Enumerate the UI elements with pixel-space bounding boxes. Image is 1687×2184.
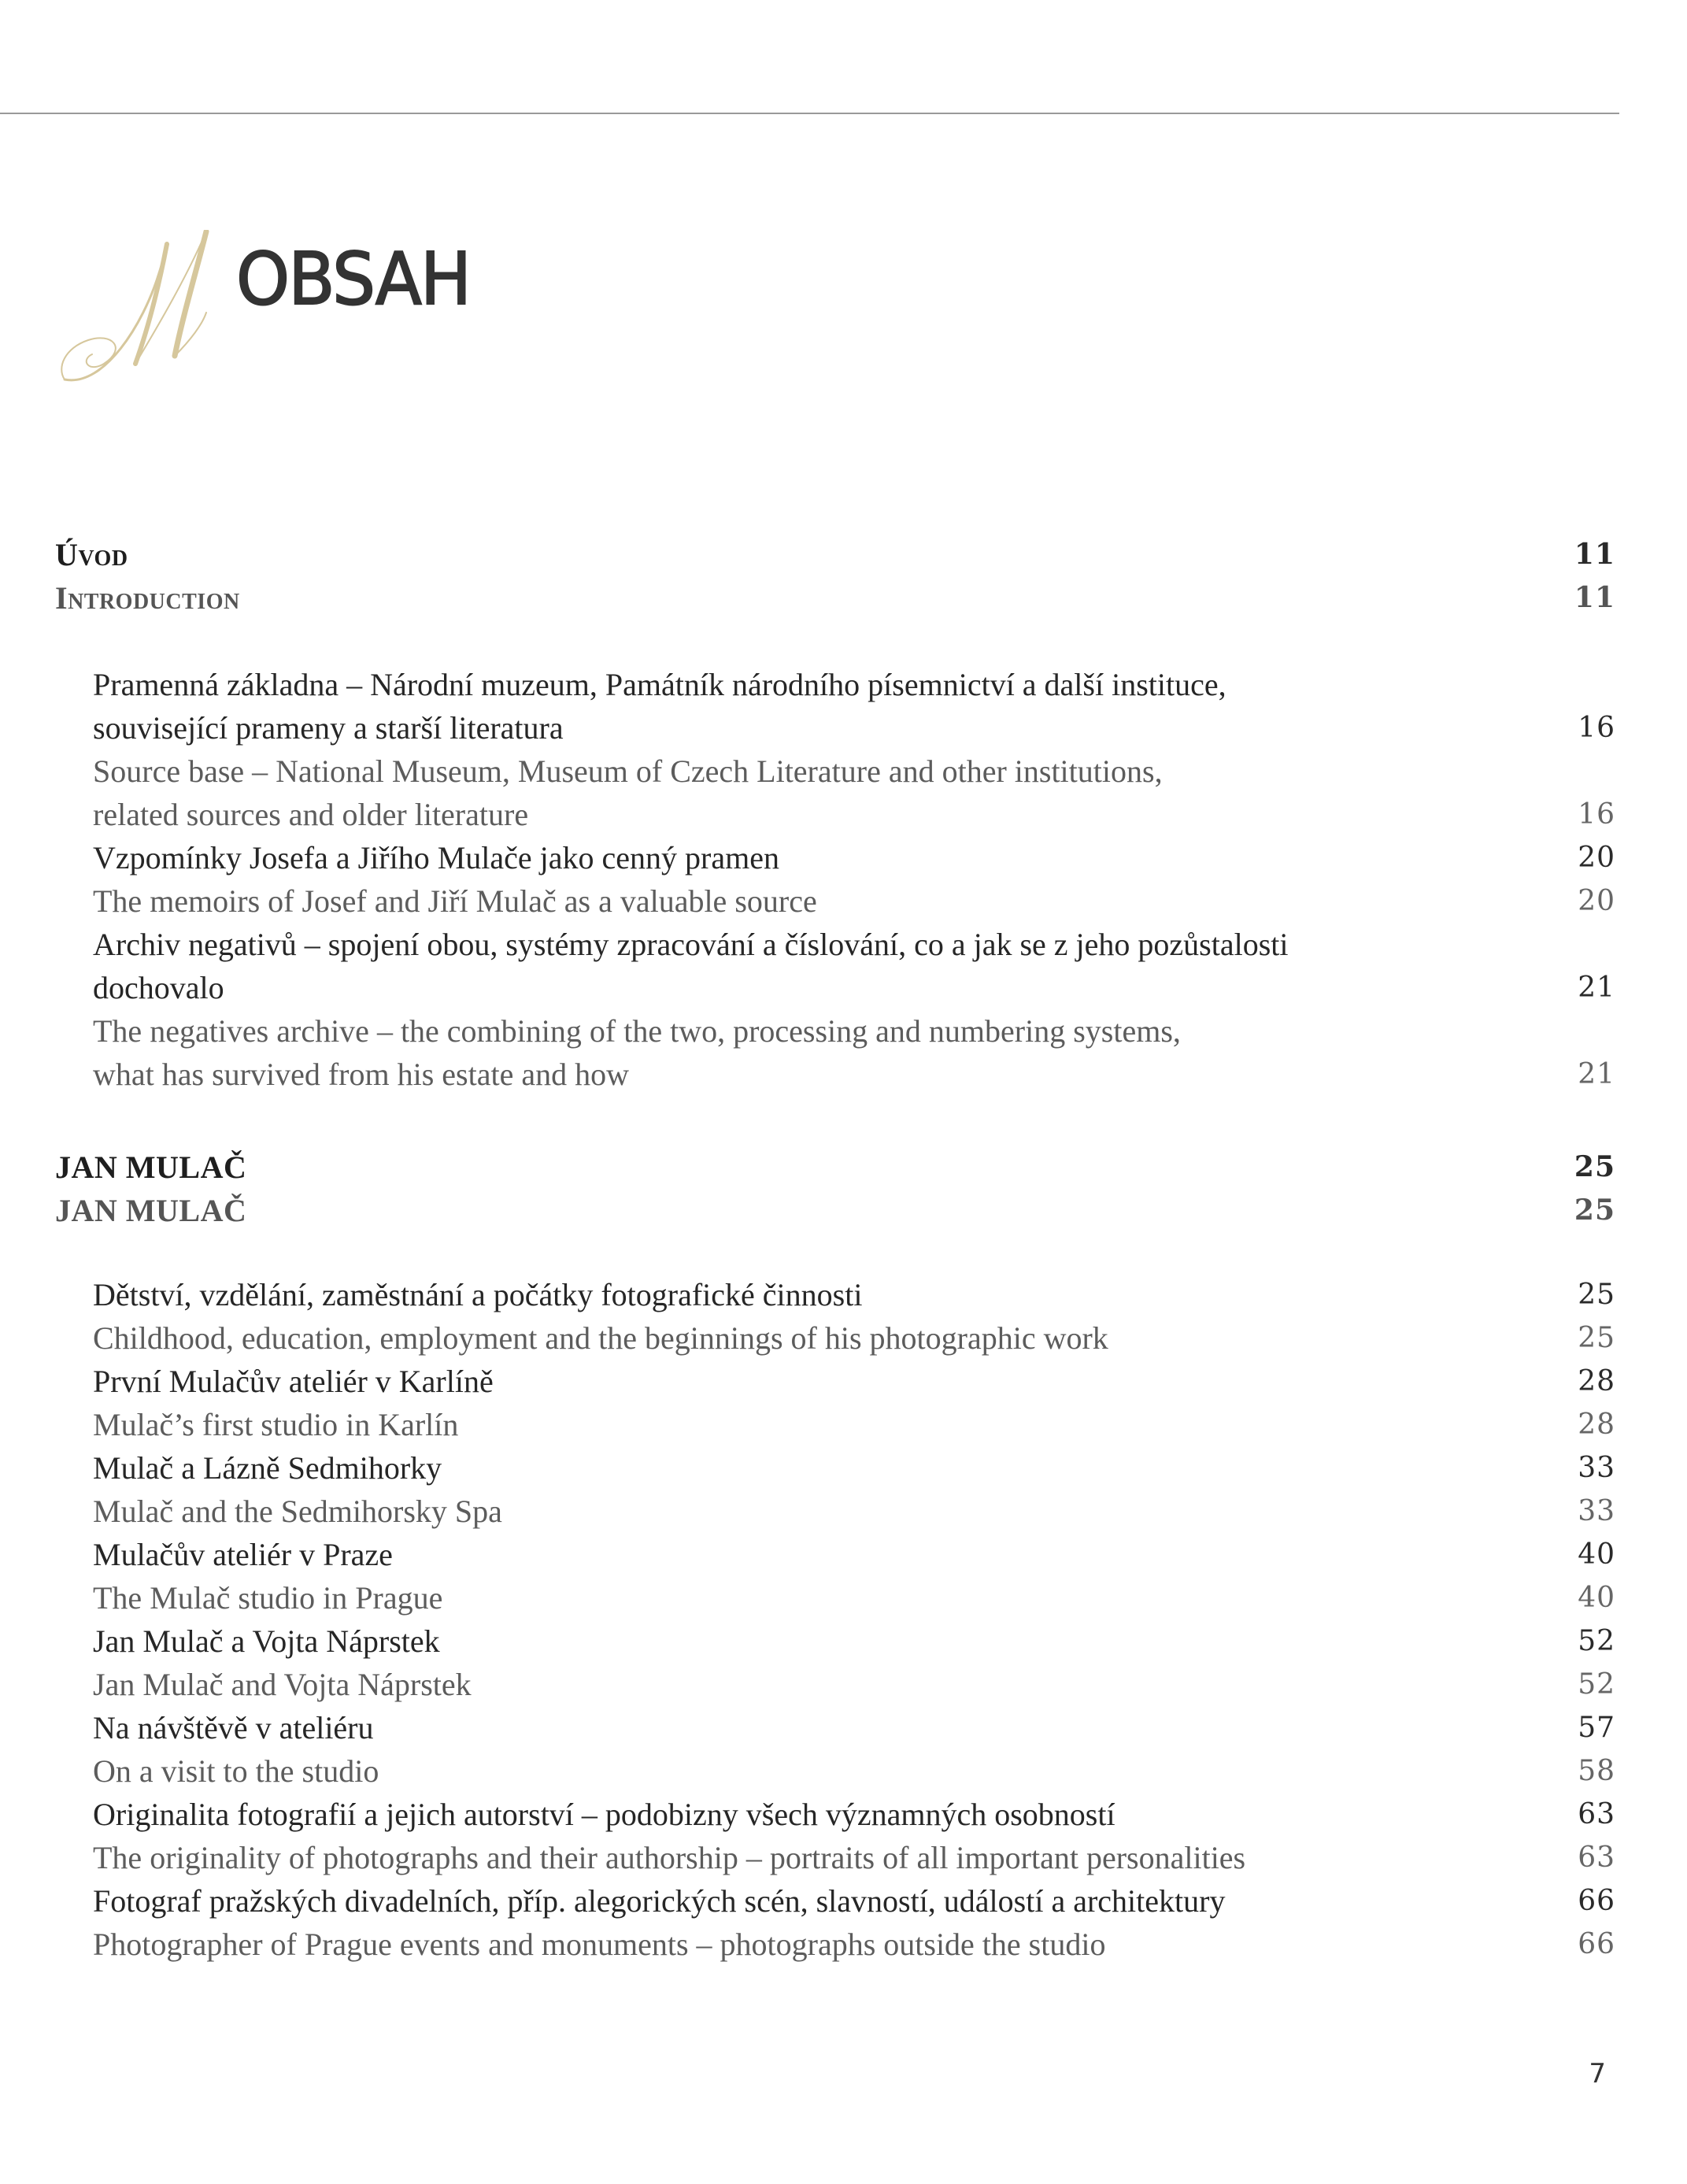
toc-page-number: 25	[1574, 1150, 1615, 1183]
toc-entry-line	[0, 793, 1687, 836]
toc-heading-label: JAN MULAČ	[55, 1149, 247, 1185]
toc-page-number: 28	[1578, 1408, 1615, 1441]
toc-entry[interactable]	[0, 1446, 1687, 1490]
toc-entry-title: related sources and older literature	[93, 797, 529, 832]
toc-entry[interactable]	[0, 1576, 1687, 1619]
toc-entry[interactable]	[0, 1403, 1687, 1446]
toc-page-number: 21	[1578, 972, 1615, 1004]
toc-entry-title: Mulač and the Sedmihorsky Spa	[93, 1494, 502, 1529]
toc-heading-label: Introduction	[55, 580, 240, 616]
monogram-m-logo	[57, 230, 222, 391]
toc-entry-title: The negatives archive – the combining of the two, processing and numbering systems,	[93, 1013, 1181, 1049]
toc-entry-line	[0, 663, 1687, 706]
toc-entry[interactable]	[0, 1490, 1687, 1533]
toc-entry-title: dochovalo	[93, 970, 224, 1005]
toc-page-number: 16	[1578, 798, 1615, 831]
toc-entry-line	[0, 1663, 1687, 1706]
toc-entry[interactable]	[0, 1360, 1687, 1403]
toc-entry-title: On a visit to the studio	[93, 1753, 379, 1789]
toc-entry-line	[0, 1879, 1687, 1923]
toc-entry-line	[0, 1576, 1687, 1619]
toc-entry-line	[0, 750, 1687, 793]
toc-entry[interactable]	[0, 1706, 1687, 1749]
toc-entry-line	[0, 1619, 1687, 1663]
toc-entry-line	[0, 1836, 1687, 1879]
toc-heading-en[interactable]	[0, 1189, 1687, 1232]
toc-section-intro	[0, 533, 1687, 620]
toc-entry-title: Jan Mulač and Vojta Náprstek	[93, 1667, 472, 1702]
toc-page-number: 58	[1578, 1755, 1615, 1787]
toc-entry-title: Vzpomínky Josefa a Jiřího Mulače jako cenný pramen	[93, 840, 779, 875]
toc-entry[interactable]	[0, 1793, 1687, 1836]
toc-page-number: 63	[1578, 1798, 1615, 1830]
toc-entry-line	[0, 966, 1687, 1009]
toc-entry-line	[0, 923, 1687, 966]
toc-entry[interactable]	[0, 1923, 1687, 1966]
toc-entry-title: Fotograf pražských divadelních, příp. alegorických scén, slavností, událostí a architektury	[93, 1883, 1226, 1919]
toc-page-number: 16	[1578, 712, 1615, 744]
toc-entry[interactable]	[0, 1663, 1687, 1706]
toc-page-number: 40	[1578, 1582, 1615, 1614]
toc-entries-jan-mulac	[0, 1273, 1687, 1966]
toc-entry-title: Source base – National Museum, Museum of Czech Literature and other institutions,	[93, 753, 1163, 789]
toc-entry[interactable]	[0, 1879, 1687, 1923]
toc-heading-label: Úvod	[55, 537, 128, 572]
toc-page-number: 33	[1578, 1452, 1615, 1484]
toc-page-number: 40	[1578, 1538, 1615, 1571]
toc-entry-title: Originalita fotografií a jejich autorství – podobizny všech významných osobností	[93, 1797, 1115, 1832]
toc-page-number: 21	[1578, 1058, 1615, 1090]
toc-entry[interactable]	[0, 1836, 1687, 1879]
toc-entry-line	[0, 1490, 1687, 1533]
page-title: OBSAH	[236, 237, 471, 321]
toc-entry-title: Photographer of Prague events and monuments – photographs outside the studio	[93, 1927, 1106, 1962]
toc-entry-title: Dětství, vzdělání, zaměstnání a počátky fotografické činnosti	[93, 1277, 863, 1312]
toc-entry-line	[0, 1533, 1687, 1576]
toc-entry[interactable]	[0, 663, 1687, 750]
toc-entry[interactable]	[0, 1619, 1687, 1663]
toc-entry-title: Pramenná základna – Národní muzeum, Památník národního písemnictví a další instituce,	[93, 667, 1226, 702]
toc-page-number: 52	[1578, 1625, 1615, 1657]
toc-entry-line	[0, 1273, 1687, 1316]
toc-page-number: 57	[1578, 1712, 1615, 1744]
toc-entry-title: související prameny a starší literatura	[93, 710, 564, 746]
toc-entry-line	[0, 1053, 1687, 1096]
toc-entry-line	[0, 1403, 1687, 1446]
toc-entry-title: Mulač’s first studio in Karlín	[93, 1407, 459, 1442]
toc-entry[interactable]	[0, 750, 1687, 836]
toc-heading-en[interactable]	[0, 576, 1687, 620]
toc-entry[interactable]	[0, 1533, 1687, 1576]
toc-entry-line	[0, 1009, 1687, 1053]
toc-entry-title: The memoirs of Josef and Jiří Mulač as a valuable source	[93, 883, 817, 919]
toc-entry-title: Mulač a Lázně Sedmihorky	[93, 1450, 442, 1486]
toc-entry[interactable]	[0, 879, 1687, 923]
toc-page-number: 20	[1578, 842, 1615, 874]
toc-entry[interactable]	[0, 1009, 1687, 1096]
toc-page-number: 25	[1578, 1322, 1615, 1354]
toc-entry-title: Na návštěvě v ateliéru	[93, 1710, 374, 1745]
toc-page-number: 66	[1578, 1885, 1615, 1917]
toc-entry-line	[0, 879, 1687, 923]
toc-heading-cz[interactable]	[0, 533, 1687, 576]
toc-entry[interactable]	[0, 1273, 1687, 1316]
toc-entry-title: Mulačův ateliér v Praze	[93, 1537, 393, 1572]
toc-entry-line	[0, 1923, 1687, 1966]
toc-entry-line	[0, 1316, 1687, 1360]
toc-entry-line	[0, 1793, 1687, 1836]
toc-entry-title: První Mulačův ateliér v Karlíně	[93, 1364, 494, 1399]
toc-entry-line	[0, 1749, 1687, 1793]
toc-entry-title: The Mulač studio in Prague	[93, 1580, 443, 1616]
toc-entry-line	[0, 1706, 1687, 1749]
toc-entries-intro	[0, 663, 1687, 1096]
toc-page-number: 11	[1574, 581, 1615, 614]
toc-entry-line	[0, 706, 1687, 750]
toc-page-number: 28	[1578, 1365, 1615, 1397]
toc-entry-line	[0, 1360, 1687, 1403]
toc-page-number: 52	[1578, 1668, 1615, 1701]
toc-heading-cz[interactable]	[0, 1146, 1687, 1189]
toc-entry-title: Childhood, education, employment and the beginnings of his photographic work	[93, 1320, 1108, 1356]
toc-section-jan-mulac	[0, 1146, 1687, 1232]
toc-entry-title: The originality of photographs and their authorship – portraits of all important personalities	[93, 1840, 1246, 1875]
toc-entry[interactable]	[0, 836, 1687, 879]
page-number: 7	[1589, 2058, 1606, 2090]
toc-page-number: 33	[1578, 1495, 1615, 1527]
toc-entry-title: Archiv negativů – spojení obou, systémy zpracování a číslování, co a jak se z jeho pozůstalosti	[93, 927, 1289, 962]
toc-entry[interactable]	[0, 1316, 1687, 1360]
top-rule	[0, 113, 1619, 114]
toc-heading-label: JAN MULAČ	[55, 1193, 247, 1228]
toc-page-number: 25	[1574, 1194, 1615, 1227]
toc-page-number: 11	[1574, 538, 1615, 571]
toc-page-number: 63	[1578, 1842, 1615, 1874]
toc-entry[interactable]	[0, 1749, 1687, 1793]
toc-entry-line	[0, 836, 1687, 879]
toc-entry-line	[0, 1446, 1687, 1490]
toc-page-number: 66	[1578, 1928, 1615, 1960]
toc-entry-title: Jan Mulač a Vojta Náprstek	[93, 1623, 440, 1659]
toc-entry-title: what has survived from his estate and how	[93, 1057, 629, 1092]
toc-page-number: 25	[1578, 1279, 1615, 1311]
toc-entry[interactable]	[0, 923, 1687, 1009]
toc-page-number: 20	[1578, 885, 1615, 917]
